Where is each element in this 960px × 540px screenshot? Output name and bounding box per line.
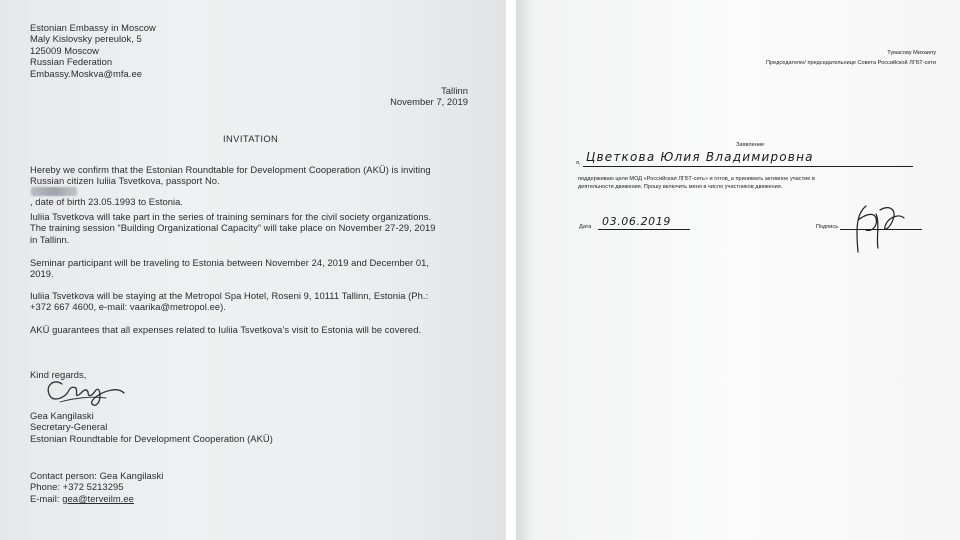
applicant-name-handwritten: Цветкова Юлия Владимировна [586,150,814,164]
letter-title: INVITATION [223,133,279,144]
embassy-address [30,22,156,79]
date-label: Дата [579,224,592,230]
recipient-name: Тумасову Михаилу [887,50,936,56]
address-line: Maly Kislovsky pereulok, 5 [30,33,142,45]
application-form-page [516,0,960,540]
signatory-block [30,410,273,444]
signature-label: Подпись [816,224,839,230]
paragraph-line: Iuliia Tsvetkova will be staying at the Metropol Spa Hotel, Roseni 9, 10111 Tallinn, Estonia (Ph.: [30,290,429,301]
paragraph-line: +372 667 4600, e-mail: vaarika@metropol.ee). [30,301,226,313]
form-heading: Заявление [736,142,765,148]
date-line [598,229,690,230]
paragraph-seminars [30,211,435,245]
signature-mark [40,372,130,412]
contact-email-address: gea@terveilm.ee [62,492,134,504]
redacted-passport-number [31,187,77,196]
applicant-name-line [583,166,913,167]
letter-city: Tallinn [441,85,468,96]
paragraph-line: Seminar participant will be traveling to Estonia between November 24, 2019 and December 01, [30,257,430,268]
paragraph-expenses: AKÜ guarantees that all expenses related to Iuliia Tsvetkova’s visit to Estonia will be covered. [30,324,422,335]
address-line: Russian Federation [30,56,113,68]
paragraph-line: Iuliia Tsvetkova will take part in the series of training seminars for the civil society organizations. [30,211,431,222]
paragraph-line: Hereby we confirm that the Estonian Roundtable for Development Cooperation (AKÜ) is inviting [30,164,431,175]
contact-phone: Phone: +372 5213295 [30,481,124,493]
paragraph-travel-dates [30,257,429,280]
address-line: 125009 Moscow [30,44,99,56]
paragraph-confirmation [30,164,431,207]
signatory-organization: Estonian Roundtable for Development Cooperation (AKÜ) [30,432,273,444]
paragraph-line: Russian citizen Iuliia Tsvetkova, passport No. , date of birth 23.05.1993 to Estonia. [30,175,220,207]
signatory-name: Gea Kangilaski [30,410,94,421]
date-handwritten: 03.06.2019 [602,215,671,228]
paragraph-line: in Tallinn. [30,233,70,245]
address-line: Estonian Embassy in Moscow [30,22,156,33]
signatory-position: Secretary-General [30,421,108,433]
paragraph-line: The training session “Building Organizational Capacity” will take place on November 27-29, 2019 [30,222,436,234]
recipient-title: Председателю/ председательнице Совета Российской ЛГБТ-сети [766,60,936,66]
contact-person: Contact person: Gea Kangilaski [30,470,164,481]
letter-place-date [390,85,468,108]
page-divider [506,0,516,540]
paragraph-line: 2019. [30,268,54,280]
contact-email: E-mail: gea@terveilm.ee [30,492,134,504]
applicant-signature-mark [846,200,916,260]
address-line: Embassy.Moskva@mfa.ee [30,67,142,79]
statement-line: деятельности движения. Прошу включить меня в число участников движения. [578,184,783,190]
applicant-label: я, [576,160,581,166]
closing-phrase: Kind regards, [30,369,87,380]
contact-block [30,470,163,504]
statement-line: поддерживаю цели МОД «Российская ЛГБТ-сеть» и готов_а принимать активное участие в [578,176,815,182]
letter-date: November 7, 2019 [390,96,468,108]
paragraph-accommodation [30,290,428,313]
